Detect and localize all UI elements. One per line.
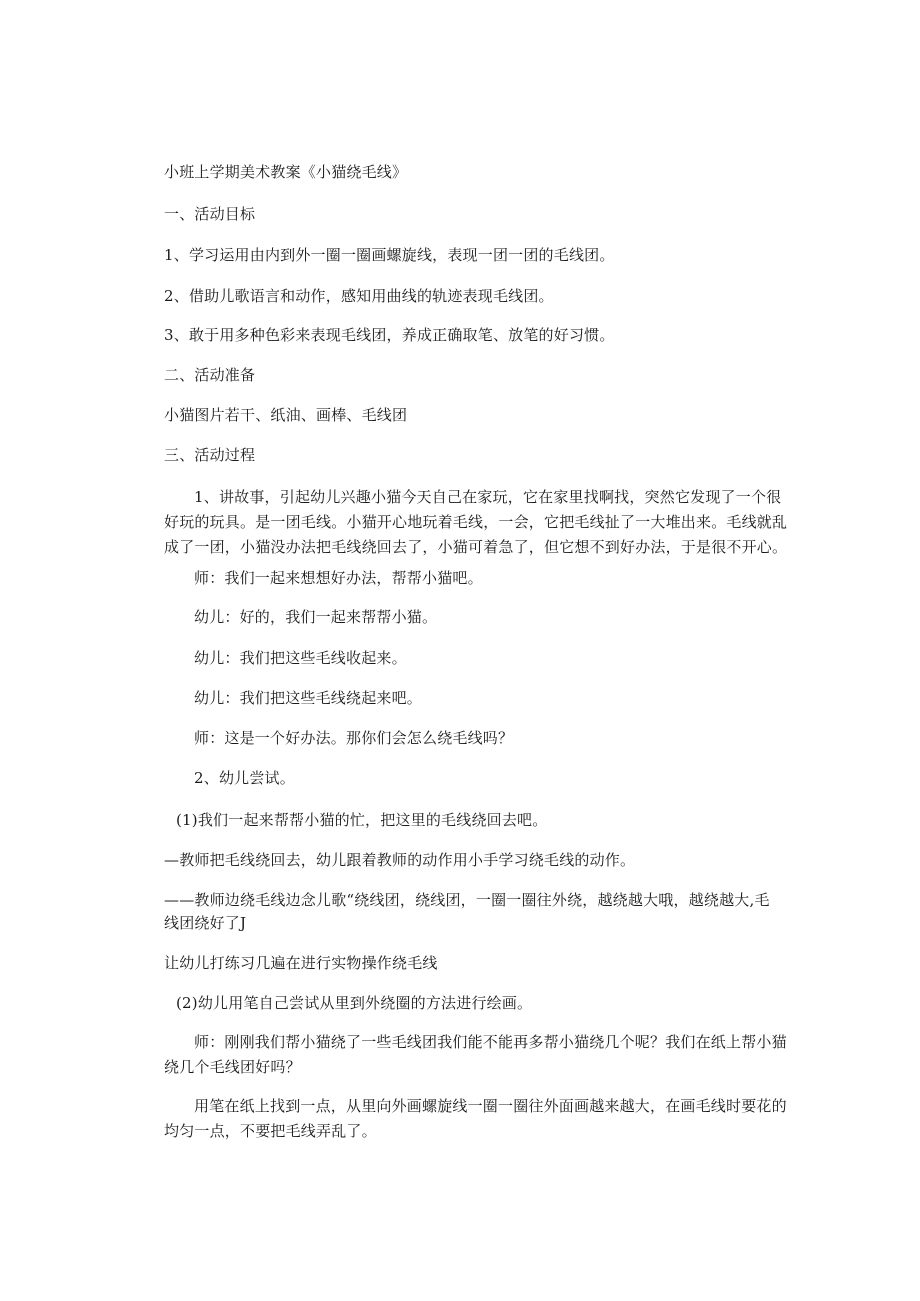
section-heading-process: 三、活动过程 bbox=[164, 446, 256, 464]
dialog-teacher-3: 师：刚刚我们帮小猫绕了一些毛线团我们能不能再多帮小猫绕几个呢？我们在纸上帮小猫绕几个毛线团好吗？ bbox=[164, 1033, 787, 1076]
sub-step-1-teacher-action: —教师把毛线绕回去，幼儿跟着教师的动作用小手学习绕毛线的动作。 bbox=[164, 851, 636, 869]
goal-item-3: 3、敢于用多种色彩来表现毛线团，养成正确取笔、放笔的好习惯。 bbox=[164, 326, 615, 344]
section-heading-preparation: 二、活动准备 bbox=[164, 366, 256, 384]
dialog-teacher-1: 师：我们一起来想想好办法，帮帮小猫吧。 bbox=[194, 569, 483, 587]
dialog-child-1: 幼儿：好的，我们一起来帮帮小猫。 bbox=[194, 608, 438, 626]
sub-step-1: (1)我们一起来帮帮小猫的忙，把这里的毛线绕回去吧。 bbox=[176, 811, 548, 829]
step-1-story: 1、讲故事，引起幼儿兴趣小猫今天自己在家玩，它在家里找啊找，突然它发现了一个很好玩的玩具。是一团毛线。小猫开心地玩着毛线，一会，它把毛线扯了一大堆出来。毛线就乱成了一团，小猫没办法把毛线绕回去了，小猫可着急了，但它想不到好办法，于是很不开心。 bbox=[164, 488, 788, 556]
drawing-instruction: 用笔在纸上找到一点，从里向外画螺旋线一圈一圈往外面画越来越大，在画毛线时要花的均匀一点，不要把毛线弄乱了。 bbox=[164, 1097, 787, 1140]
dialog-teacher-2: 师：这是一个好办法。那你们会怎么绕毛线吗？ bbox=[194, 729, 514, 747]
goal-item-1: 1、学习运用由内到外一圈一圈画螺旋线，表现一团一团的毛线团。 bbox=[164, 246, 615, 264]
goal-item-2: 2、借助儿歌语言和动作，感知用曲线的轨迹表现毛线团。 bbox=[164, 287, 554, 305]
sub-step-1-rhyme-line-1: ——教师边绕毛线边念儿歌“绕线团，绕线团，一圈一圈往外绕，越绕越大哦，越绕越大,毛 bbox=[164, 891, 770, 909]
dialog-child-3: 幼儿：我们把这些毛线绕起来吧。 bbox=[194, 689, 423, 707]
materials-text: 小猫图片若干、纸油、画棒、毛线团 bbox=[164, 406, 408, 424]
document-title: 小班上学期美术教案《小猫绕毛线》 bbox=[164, 163, 408, 181]
sub-step-1-rhyme-line-2: 线团绕好了J bbox=[164, 914, 247, 932]
step-2-heading: 2、幼儿尝试。 bbox=[194, 769, 295, 787]
dialog-child-2: 幼儿：我们把这些毛线收起来。 bbox=[194, 649, 407, 667]
sub-step-1-practice: 让幼儿打练习几遍在进行实物操作绕毛线 bbox=[164, 954, 438, 972]
section-heading-goals: 一、活动目标 bbox=[164, 205, 256, 223]
sub-step-2: (2)幼儿用笔自己尝试从里到外绕圈的方法进行绘画。 bbox=[176, 994, 533, 1012]
